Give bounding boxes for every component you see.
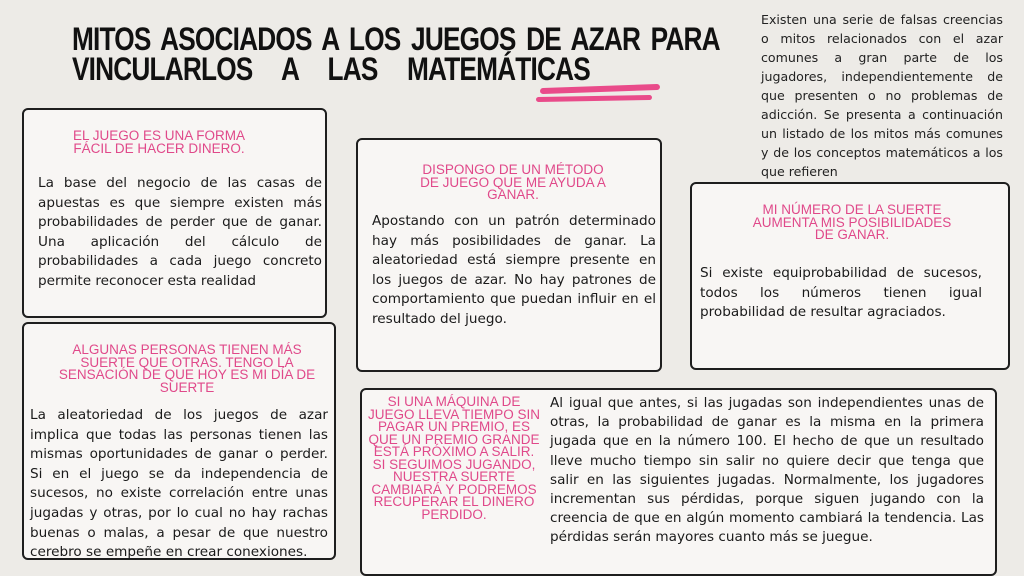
myth-heading: ALGUNAS PERSONAS TIENEN MÁS SUERTE QUE OTRAS. TENGO LA SENSACIÓN DE QUE HOY ES MI DÍA DE SUERTE — [58, 342, 316, 395]
myth-card-luck — [22, 322, 336, 560]
myth-explanation: Apostando con un patrón determinado hay más posibilidades de ganar. La aleatoriedad está siempre presente en los juegos de azar. No hay patrones de comportamiento que puedan influir en el resultado del juego. — [372, 213, 656, 327]
myth-card-method — [356, 138, 662, 372]
myth-heading: SI UNA MÁQUINA DE JUEGO LLEVA TIEMPO SIN PAGAR UN PREMIO, ES QUE UN PREMIO GRANDE ESTÁ PRÓXIMO A SALIR. SI SEGUIMOS JUGANDO, NUESTRA SUERTE CAMBIARÁ Y PODREMOS RECUPERAR EL DINERO PERDIDO. — [367, 394, 541, 522]
myth-card-lucky-number — [690, 182, 1010, 370]
page-title — [72, 21, 720, 87]
myth-heading: EL JUEGO ES UNA FORMA FÁCIL DE HACER DINERO. — [72, 128, 246, 156]
intro-paragraph: Existen una serie de falsas creencias o mitos relacionados con el azar comunes a gran parte de los jugadores, independientemente de que presenten o no problemas de adicción. Se presenta a continuación un listado de los mitos más comunes y de los conceptos matemáticos a los que refieren — [761, 12, 1003, 179]
myth-card-easy-money — [22, 108, 327, 318]
myth-card-machine — [360, 388, 997, 576]
myth-explanation: La base del negocio de las casas de apuestas es que siempre existen más probabilidades de perder que de ganar. Una aplicación del cálculo de probabilidades a cada juego concreto permite reconocer esta realidad — [38, 175, 322, 289]
myth-explanation: La aleatoriedad de los juegos de azar implica que todas las personas tienen las mismas oportunidades de ganar o perder. Si en el juego se da independencia de sucesos, no existe correlación entre unas jugadas y otras, por lo cual no hay rachas buenas o malas, a pesar de que nuestro cerebro se empeñe en crear conexiones. — [30, 407, 328, 561]
myth-explanation: Si existe equiprobabilidad de sucesos, todos los números tienen igual probabilidad de resultar agraciados. — [700, 265, 982, 321]
myth-explanation: Al igual que antes, si las jugadas son independientes unas de otras, la probabilidad de ganar es la misma en la primera jugada que en la número 100. El hecho de que un resultado lleve mucho tiempo sin salir no quiere decir que tenga que salir en las siguientes jugadas. Normalmente, los jugadores incrementan sus pérdidas, porque siguen jugando con la creencia de que en algún momento cambiará la tendencia. Las pérdidas serán mayores cuanto más se juegue. — [550, 395, 984, 546]
myth-heading: DISPONGO DE UN MÉTODO DE JUEGO QUE ME AYUDA A GANAR. — [420, 162, 606, 202]
title-line-1: MITOS ASOCIADOS A LOS JUEGOS DE AZAR PARA — [72, 21, 720, 57]
title-line-2: VINCULARLOS A LAS MATEMÁTICAS — [72, 51, 590, 87]
myth-heading: MI NÚMERO DE LA SUERTE AUMENTA MIS POSIBILIDADES DE GANAR. — [752, 202, 952, 242]
accent-brush-stroke-2 — [536, 95, 652, 102]
